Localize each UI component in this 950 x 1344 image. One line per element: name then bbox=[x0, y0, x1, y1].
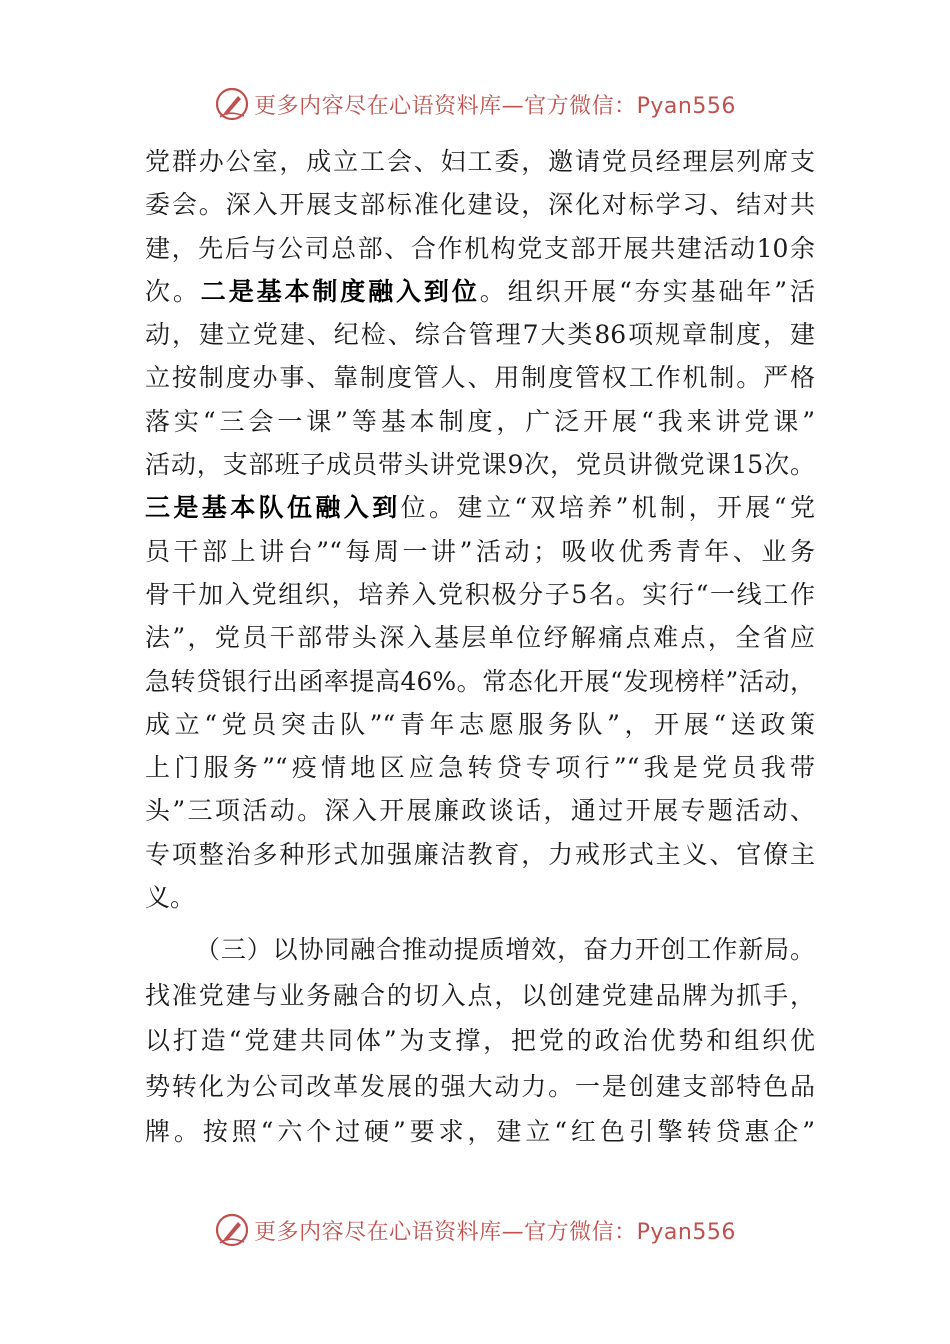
pen-in-circle-icon bbox=[214, 1212, 250, 1248]
text-line: 活动，支部班子成员带头讲党课9次，党员讲微党课15次。 bbox=[145, 450, 815, 480]
banner-text: 更多内容尽在心语资料库—官方微信：Pyan556 bbox=[254, 1219, 736, 1245]
header-watermark-banner bbox=[0, 82, 950, 126]
text-line: 落实“三会一课”等基本制度，广泛开展“我来讲党课” bbox=[145, 406, 815, 436]
text-line: 建，先后与公司总部、合作机构党支部开展共建活动10余 bbox=[145, 233, 815, 263]
text-line: 专项整治多种形式加强廉洁教育，力戒形式主义、官僚主 bbox=[145, 839, 815, 869]
text-line: 立按制度办事、靠制度管人、用制度管权工作机制。严格 bbox=[145, 363, 815, 393]
text-line: 义。 bbox=[145, 883, 196, 913]
bold-heading: 三是基本队伍融入到 bbox=[145, 493, 401, 523]
text-line: 委会。深入开展支部标准化建设，深化对标学习、结对共 bbox=[145, 190, 815, 220]
text-line: 牌。按照“六个过硬”要求，建立“红色引擎转贷惠企” bbox=[145, 1117, 815, 1147]
text-line: 找准党建与业务融合的切入点，以创建党建品牌为抓手， bbox=[145, 980, 815, 1010]
paragraph-1 bbox=[145, 140, 815, 919]
text-line: （三）以协同融合推动提质增效，奋力开创工作新局。 bbox=[195, 935, 815, 965]
text-line: 成立“党员突击队”“青年志愿服务队”，开展“送政策 bbox=[145, 709, 815, 739]
text-line: 急转贷银行出函率提高46%。常态化开展“发现榜样”活动， bbox=[145, 666, 815, 696]
text-line: 法”，党员干部带头深入基层单位纾解痛点难点，全省应 bbox=[145, 623, 815, 653]
footer-watermark-banner bbox=[0, 1208, 950, 1252]
text-line: 次。二是基本制度融入到位。组织开展“夯实基础年”活 bbox=[145, 276, 815, 306]
text-line: 三是基本队伍融入到位。建立“双培养”机制，开展“党 bbox=[145, 493, 815, 523]
text-line: 上门服务”“疫情地区应急转贷专项行”“我是党员我带 bbox=[145, 753, 815, 783]
text-line: 党群办公室，成立工会、妇工委，邀请党员经理层列席支 bbox=[145, 147, 815, 176]
text-line: 员干部上讲台”“每周一讲”活动；吸收优秀青年、业务 bbox=[145, 536, 815, 566]
text-line: 骨干加入党组织，培养入党积极分子5名。实行“一线工作 bbox=[145, 579, 815, 609]
text-line: 头”三项活动。深入开展廉政谈话，通过开展专题活动、 bbox=[145, 796, 815, 826]
paragraph-2 bbox=[145, 927, 815, 1155]
pen-in-circle-icon bbox=[214, 86, 250, 122]
text-line: 以打造“党建共同体”为支撑，把党的政治优势和组织优 bbox=[145, 1026, 815, 1056]
text-line: 动，建立党建、纪检、综合管理7大类86项规章制度，建 bbox=[145, 320, 815, 350]
text-line: 势转化为公司改革发展的强大动力。一是创建支部特色品 bbox=[145, 1071, 815, 1101]
banner-text: 更多内容尽在心语资料库—官方微信：Pyan556 bbox=[254, 93, 736, 119]
bold-heading: 二是基本制度融入到位 bbox=[200, 276, 480, 306]
document-body bbox=[145, 140, 815, 1155]
